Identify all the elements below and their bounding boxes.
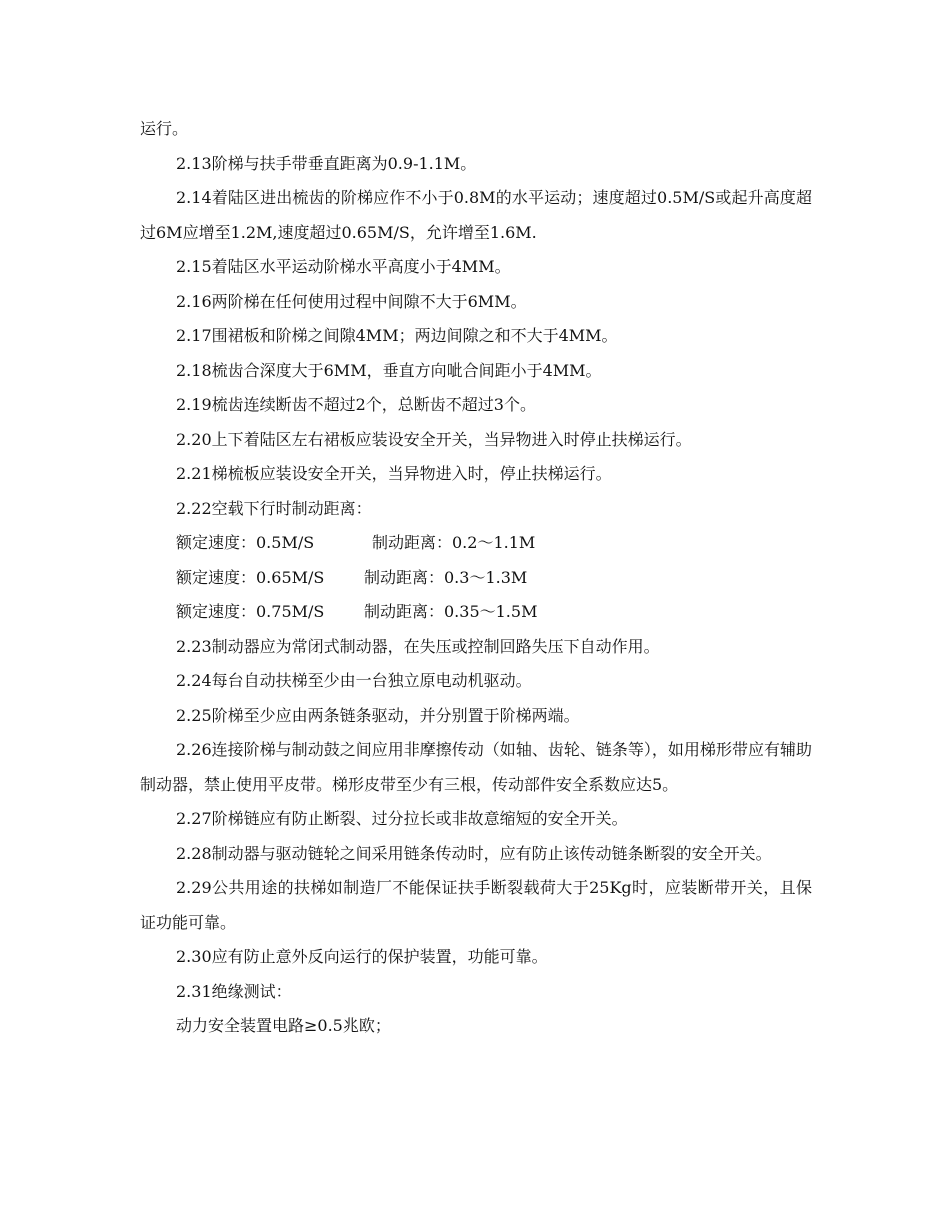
brake-speed: 额定速度：0.65M/S [176, 567, 325, 587]
brake-distance: 制动距离：0.3～1.3M [364, 567, 528, 587]
paragraph-2-20: 2.20上下着陆区左右裙板应装设安全开关，当异物进入时停止扶梯运行。 [176, 429, 692, 449]
paragraph-2-15: 2.15着陆区水平运动阶梯水平高度小于4MM。 [176, 257, 511, 276]
brake-row-3 [140, 595, 812, 630]
paragraph-2-23: 2.23制动器应为常闭式制动器，在失压或控制回路失压下自动作用。 [176, 636, 660, 656]
brake-distance: 制动距离：0.2～1.1M [372, 533, 536, 552]
paragraph-2-21: 2.21梯梳板应装设安全开关，当异物进入时，停止扶梯运行。 [176, 464, 612, 483]
paragraph-2-29: 2.29公共用途的扶梯如制造厂不能保证扶手断裂载荷大于25Kg时，应装断带开关，且保证功能可靠。 [140, 878, 812, 932]
paragraph-2-25: 2.25阶梯至少应由两条链条驱动，并分别置于阶梯两端。 [176, 705, 580, 725]
brake-distance: 制动距离：0.35～1.5M [364, 602, 538, 621]
paragraph-2-13: 2.13阶梯与扶手带垂直距离为0.9-1.1M。 [176, 153, 477, 173]
paragraph-2-28: 2.28制动器与驱动链轮之间采用链条传动时，应有防止该传动链条断裂的安全开关。 [176, 843, 772, 863]
brake-row-2 [140, 561, 812, 596]
paragraph-2-31: 2.31绝缘测试： [176, 981, 292, 1001]
paragraph-2-18: 2.18梳齿合深度大于6MM，垂直方向呲合间距小于4MM。 [176, 360, 602, 380]
paragraph-2-16: 2.16两阶梯在任何使用过程中间隙不大于6MM。 [176, 291, 527, 311]
paragraph-2-24: 2.24每台自动扶梯至少由一台独立原电动机驱动。 [176, 671, 532, 690]
paragraph-insulation-power: 动力安全装置电路≥0.5兆欧； [176, 1016, 391, 1035]
paragraph-2-27: 2.27阶梯链应有防止断裂、过分拉长或非故意缩短的安全开关。 [176, 809, 628, 828]
paragraph-2-22: 2.22空载下行时制动距离： [176, 498, 372, 518]
paragraph-2-17: 2.17围裙板和阶梯之间隙4MM；两边间隙之和不大于4MM。 [176, 326, 618, 345]
document-body [140, 112, 812, 1044]
paragraph-2-30: 2.30应有防止意外反向运行的保护装置，功能可靠。 [176, 947, 548, 966]
paragraph-2-14: 2.14着陆区进出梳齿的阶梯应作不小于0.8M的水平运动；速度超过0.5M/S或起升高度超过6M应增至1.2M,速度超过0.65M/S，允许增至1.6M. [140, 188, 812, 242]
brake-row-1 [140, 526, 812, 561]
brake-speed: 额定速度：0.75M/S [176, 602, 325, 621]
brake-speed: 额定速度：0.5M/S [176, 533, 315, 552]
paragraph-2-26: 2.26连接阶梯与制动鼓之间应用非摩擦传动（如轴、齿轮、链条等），如用梯形带应有辅助制动器，禁止使用平皮带。梯形皮带至少有三根，传动部件安全系数应达5。 [140, 740, 812, 794]
paragraph-2-19: 2.19梳齿连续断齿不超过2个，总断齿不超过3个。 [176, 395, 536, 414]
paragraph-continuation: 运行。 [140, 119, 189, 138]
